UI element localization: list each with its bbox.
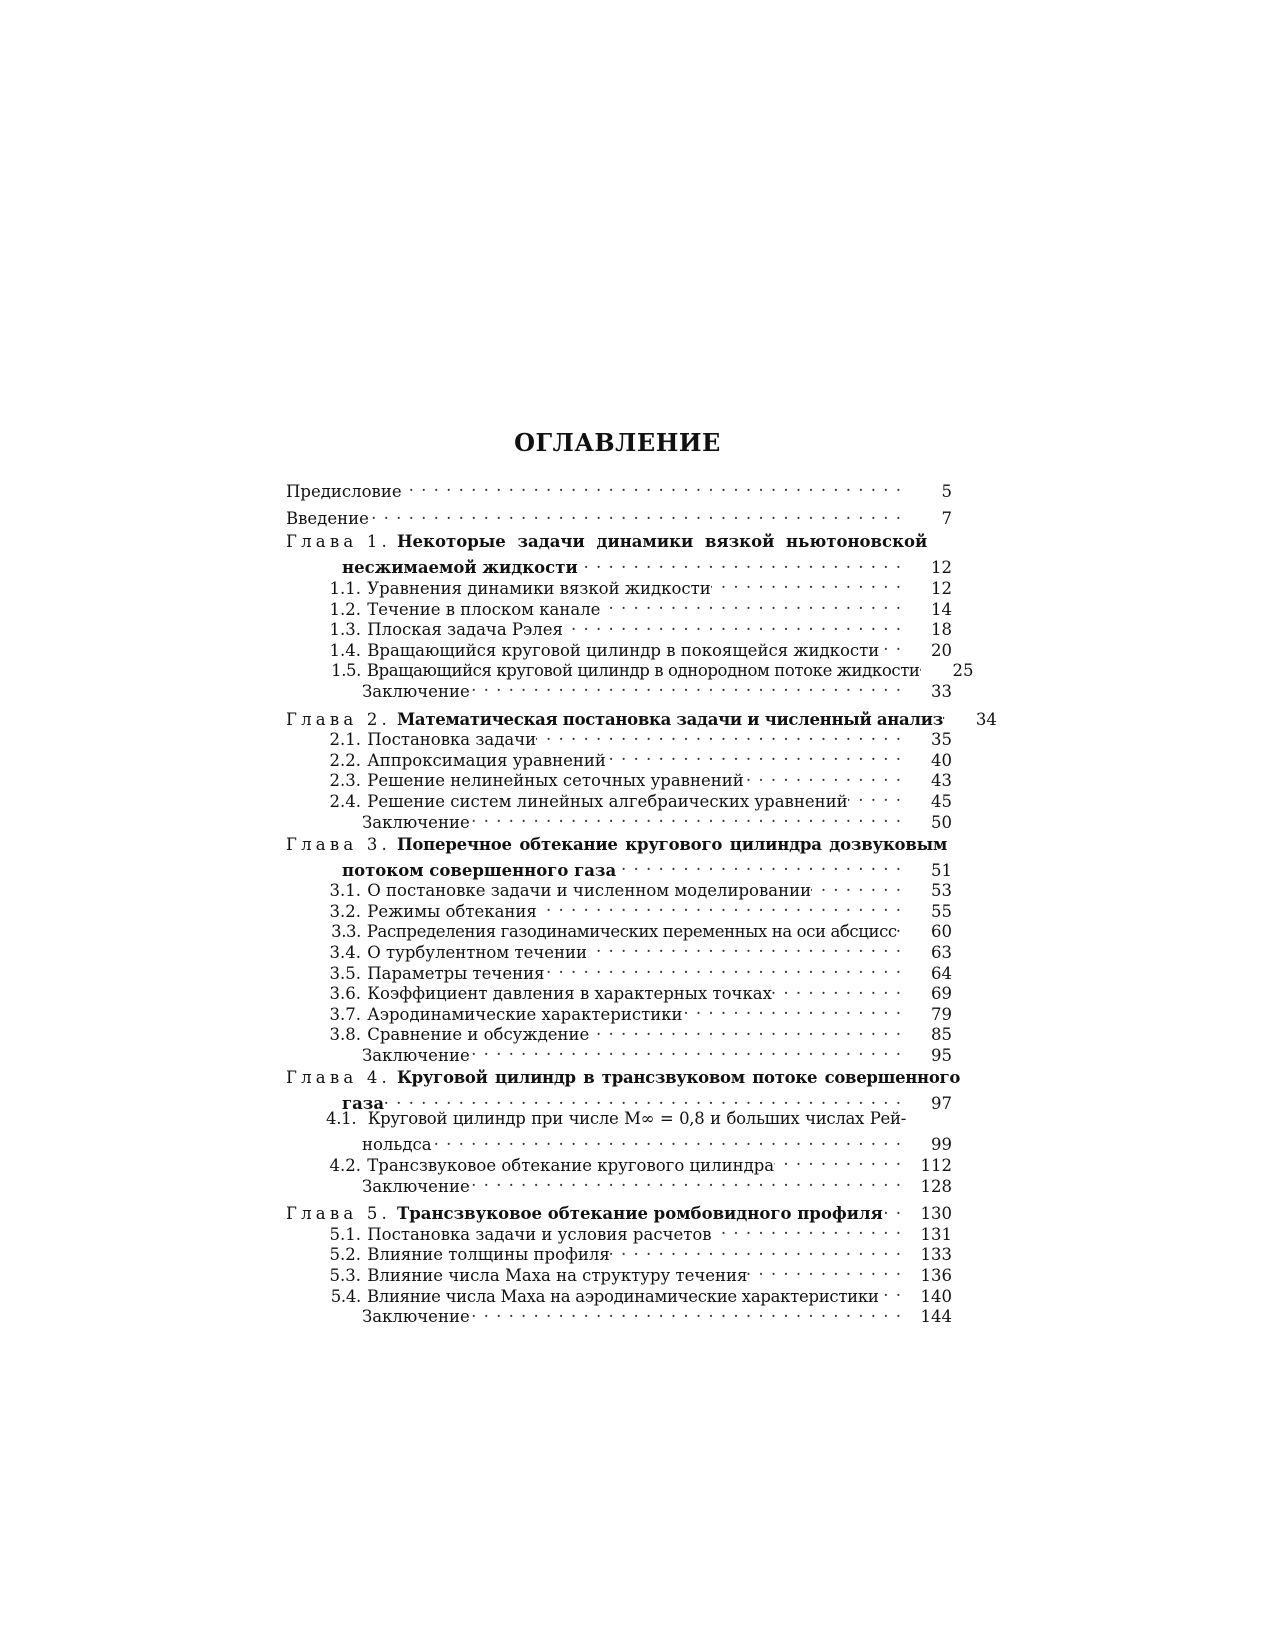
dot-leader: [470, 1171, 906, 1192]
chapter-4: [286, 1068, 961, 1196]
section-number: 1.5.: [331, 661, 361, 681]
section-number: 5.2.: [329, 1245, 361, 1265]
toc-page-number: 99: [931, 1135, 952, 1155]
toc-page-number: 69: [931, 984, 952, 1004]
dot-leader: [578, 553, 906, 574]
toc-page-number: 45: [931, 791, 952, 811]
section-label: Решение нелинейных сеточных уравнений: [367, 771, 744, 791]
chapter-heading[interactable]: [286, 704, 997, 729]
section-label: О турбулентном течении: [367, 943, 588, 963]
dot-leader: [537, 896, 906, 917]
dot-leader: [587, 937, 906, 958]
dot-leader: [384, 1089, 906, 1110]
toc-entry-label: Предисловие: [286, 481, 402, 501]
chapter-2: [286, 704, 997, 832]
section-label: Параметры течения: [367, 963, 545, 983]
section-label: Постановка задачи и условия расчетов: [367, 1224, 712, 1244]
dot-leader: [589, 1020, 906, 1041]
toc-page-number: 25: [952, 661, 974, 681]
section-number: 5.1.: [329, 1224, 361, 1244]
section-number: 1.1.: [329, 578, 361, 598]
toc-page-number: 34: [975, 709, 997, 729]
dot-leader: [563, 615, 906, 636]
toc-entry-introduction[interactable]: [286, 504, 952, 529]
section-label: Режимы обтекания: [367, 901, 537, 921]
toc-page-number: 12: [931, 578, 952, 598]
section-label: Сравнение и обсуждение: [367, 1025, 590, 1045]
chapter-title-line: Трансзвуковое обтекание ромбовидного профиля: [396, 1204, 883, 1224]
chapter-prefix: Глава 5.: [286, 1204, 391, 1224]
section-label: Уравнения динамики вязкой жидкости: [367, 578, 711, 598]
toc-entry-label: Введение: [286, 509, 369, 529]
toc-page-number: 130: [920, 1204, 952, 1224]
dot-leader: [712, 1219, 906, 1240]
chapter-5: [286, 1199, 952, 1327]
dot-leader: [883, 1199, 906, 1220]
toc-page-number: 40: [931, 750, 952, 770]
dot-leader: [711, 573, 906, 594]
toc-page-number: 20: [931, 640, 952, 660]
toc-section-first-line[interactable]: [286, 1109, 952, 1130]
section-number: 2.3.: [329, 771, 361, 791]
toc-page-number: 14: [931, 599, 952, 619]
chapter-title-line: Поперечное обтекание кругового цилиндра дозвуковым: [396, 834, 948, 854]
chapter-heading[interactable]: [286, 835, 952, 856]
toc-page-number: 51: [931, 860, 952, 880]
toc-page-number: 64: [931, 963, 952, 983]
section-number: 3.1.: [329, 881, 361, 901]
section-number: 3.5.: [329, 963, 361, 983]
section-number: 3.8.: [329, 1025, 361, 1045]
dot-leader: [920, 656, 928, 677]
dot-leader: [432, 1130, 906, 1151]
section-label: Влияние числа Маха на структуру течения: [367, 1265, 748, 1285]
dot-leader: [879, 635, 906, 656]
section-label: Вращающийся круговой цилиндр в покоящейся жидкости: [367, 640, 880, 660]
dot-leader: [470, 1302, 906, 1323]
chapter-title-continuation[interactable]: [286, 855, 952, 880]
chapter-title-line: потоком совершенного газа: [342, 860, 617, 880]
dot-leader: [879, 1281, 906, 1302]
dot-leader: [470, 807, 906, 828]
toc-entry-preface[interactable]: [286, 476, 952, 501]
section-number: 2.2.: [329, 750, 361, 770]
chapter-prefix: Глава 1.: [286, 532, 391, 552]
chapter-prefix: Глава 3.: [286, 834, 391, 854]
toc-page-number: 63: [931, 943, 952, 963]
toc-page-number: 85: [931, 1025, 952, 1045]
section-label: Распределения газодинамических переменных на оси абсцисс: [366, 922, 897, 942]
conclusion-label: Заключение: [362, 812, 470, 832]
section-number: 5.3.: [329, 1265, 361, 1285]
dot-leader: [897, 917, 906, 938]
conclusion-label: Заключение: [362, 1307, 470, 1327]
toc-page-number: 128: [920, 1176, 952, 1196]
dot-leader: [774, 1150, 906, 1171]
toc-page-number: 35: [931, 730, 952, 750]
toc-page-number: 53: [931, 881, 952, 901]
dot-leader: [747, 1260, 906, 1281]
section-label: Влияние толщины профиля: [367, 1245, 610, 1265]
chapter-3: [286, 834, 952, 1066]
section-label: Течение в плоском канале: [367, 599, 601, 619]
section-label: нольдса: [362, 1135, 432, 1155]
toc-page-number: 79: [931, 1004, 952, 1024]
section-number: 5.4.: [330, 1286, 361, 1306]
section-number: 1.2.: [329, 599, 361, 619]
toc-page-number: 131: [920, 1224, 952, 1244]
dot-leader: [610, 1240, 906, 1261]
section-number: 1.3.: [329, 620, 361, 640]
toc-page-number: 33: [931, 681, 952, 701]
toc-page-number: 60: [931, 922, 952, 942]
section-number: 3.3.: [331, 922, 361, 942]
chapter-heading[interactable]: [286, 1199, 952, 1224]
chapter-heading[interactable]: [286, 532, 952, 553]
toc-page-number: 136: [920, 1265, 952, 1285]
toc-section-continuation[interactable]: [286, 1130, 952, 1155]
section-number: 3.6.: [329, 984, 361, 1004]
toc-page-number: 144: [920, 1307, 952, 1327]
table-of-contents: [286, 476, 997, 1327]
section-label: Вращающийся круговой цилиндр в однородном потоке жидкости: [366, 661, 920, 681]
conclusion-label: Заключение: [362, 1176, 470, 1196]
toc-page-number: 18: [931, 620, 952, 640]
section-label: Аппроксимация уравнений: [367, 750, 606, 770]
chapter-title-line: Некоторые задачи динамики вязкой ньютоновской: [396, 532, 928, 552]
dot-leader: [470, 676, 906, 697]
section-label: Трансзвуковое обтекание кругового цилиндра: [367, 1156, 775, 1175]
dot-leader: [616, 855, 906, 876]
toc-page-number: 7: [941, 509, 952, 529]
toc-page-number: 55: [931, 901, 952, 921]
section-number: 4.2.: [329, 1156, 361, 1175]
section-label-line: Круговой цилиндр при числе M∞ = 0,8 и больших числах Рей-: [367, 1109, 906, 1129]
dot-leader: [683, 999, 906, 1020]
dot-leader: [369, 504, 906, 525]
dot-leader: [545, 958, 906, 979]
section-number: 3.4.: [329, 943, 361, 963]
conclusion-label: Заключение: [362, 1046, 470, 1066]
section-label: Решение систем линейных алгебраических уравнений: [367, 791, 848, 811]
dot-leader: [811, 876, 906, 897]
section-number: 4.1.: [326, 1109, 357, 1129]
section-label: Влияние числа Маха на аэродинамические характеристики: [366, 1286, 879, 1306]
dot-leader: [402, 476, 906, 497]
conclusion-label: Заключение: [362, 681, 470, 701]
chapter-title-continuation[interactable]: [286, 553, 952, 578]
toc-page-number: 140: [920, 1286, 952, 1306]
chapter-1: [286, 532, 974, 701]
front-matter: [286, 476, 952, 529]
section-label: Аэродинамические характеристики: [367, 1004, 683, 1024]
dot-leader: [536, 725, 906, 746]
dot-leader: [943, 704, 951, 725]
toc-page-number: 5: [941, 481, 952, 501]
chapter-title-continuation[interactable]: [286, 1089, 952, 1114]
chapter-title-line: газа: [342, 1094, 385, 1114]
toc-page-number: 12: [931, 558, 952, 578]
section-label: Плоская задача Рэлея: [367, 620, 563, 640]
chapter-heading[interactable]: [286, 1068, 961, 1089]
dot-leader: [600, 594, 906, 615]
dot-leader: [848, 786, 906, 807]
chapter-title-line: Математическая постановка задачи и численный анализ: [396, 709, 943, 729]
section-label: Коэффициент давления в характерных точках: [367, 984, 772, 1004]
toc-page-number: 95: [931, 1046, 952, 1066]
chapter-title-line: Круговой цилиндр в трансзвуковом потоке совершенного: [396, 1068, 961, 1088]
section-number: 3.7.: [329, 1004, 361, 1024]
section-number: 1.4.: [329, 640, 361, 660]
toc-page-number: 50: [931, 812, 952, 832]
dot-leader: [744, 766, 906, 787]
chapter-prefix: Глава 2.: [286, 709, 391, 729]
dot-leader: [470, 1040, 906, 1061]
toc-page-number: 97: [931, 1094, 952, 1114]
chapter-title-line: несжимаемой жидкости: [342, 558, 578, 578]
toc-page-number: 112: [920, 1156, 952, 1175]
section-number: 3.2.: [329, 901, 361, 921]
page-title: ОГЛАВЛЕНИЕ: [514, 428, 721, 458]
section-number: 2.4.: [329, 791, 361, 811]
section-number: 2.1.: [329, 730, 361, 750]
section-label: Постановка задачи: [367, 730, 537, 750]
toc-page-number: 43: [931, 771, 952, 791]
chapter-prefix: Глава 4.: [286, 1068, 391, 1088]
dot-leader: [772, 979, 906, 1000]
dot-leader: [606, 745, 906, 766]
toc-page-number: 133: [920, 1245, 952, 1265]
section-label: О постановке задачи и численном моделировании: [367, 881, 812, 901]
